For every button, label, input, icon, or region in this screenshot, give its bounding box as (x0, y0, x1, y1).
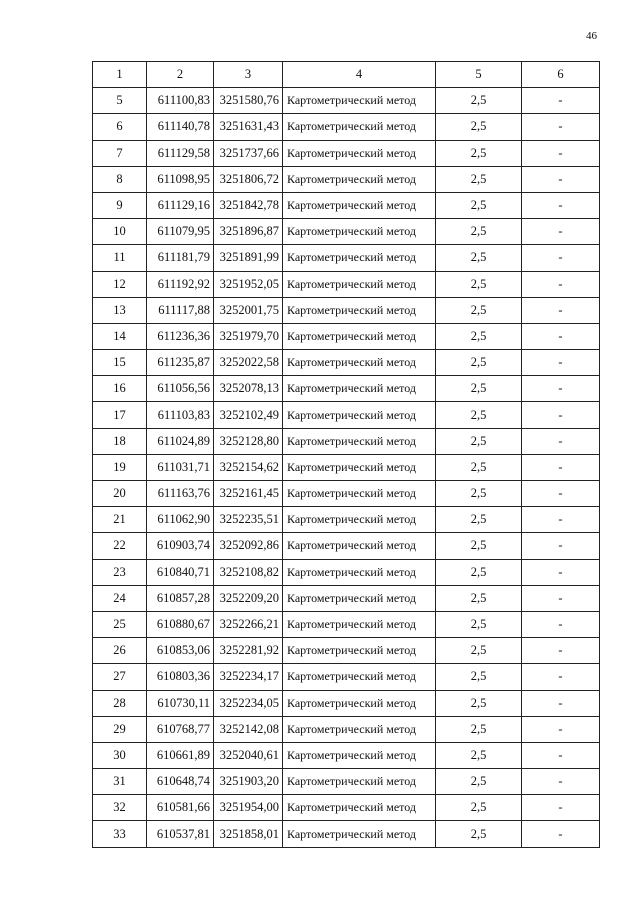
point-number-cell: 6 (93, 114, 147, 140)
point-number-cell: 22 (93, 533, 147, 559)
table-row (93, 114, 600, 140)
point-number-cell: 16 (93, 376, 147, 402)
point-number-cell: 11 (93, 245, 147, 271)
y-coordinate-cell: 3251903,20 (214, 769, 283, 795)
x-coordinate-cell: 611098,95 (147, 166, 214, 192)
table-row (93, 271, 600, 297)
method-cell: Картометрический метод (283, 769, 436, 795)
table-row (93, 507, 600, 533)
accuracy-cell: 2,5 (436, 716, 522, 742)
point-number-cell: 31 (93, 769, 147, 795)
point-number-cell: 26 (93, 638, 147, 664)
table-row (93, 402, 600, 428)
note-cell: - (522, 245, 600, 271)
table-row (93, 638, 600, 664)
table-row (93, 821, 600, 847)
method-cell: Картометрический метод (283, 219, 436, 245)
note-cell: - (522, 166, 600, 192)
point-number-cell: 21 (93, 507, 147, 533)
point-number-cell: 23 (93, 559, 147, 585)
note-cell: - (522, 664, 600, 690)
accuracy-cell: 2,5 (436, 533, 522, 559)
accuracy-cell: 2,5 (436, 402, 522, 428)
method-cell: Картометрический метод (283, 821, 436, 847)
point-number-cell: 29 (93, 716, 147, 742)
y-coordinate-cell: 3252128,80 (214, 428, 283, 454)
note-cell: - (522, 611, 600, 637)
accuracy-cell: 2,5 (436, 481, 522, 507)
page-number: 46 (586, 30, 597, 42)
x-coordinate-cell: 611103,83 (147, 402, 214, 428)
note-cell: - (522, 376, 600, 402)
point-number-cell: 8 (93, 166, 147, 192)
accuracy-cell: 2,5 (436, 166, 522, 192)
table-row (93, 88, 600, 114)
point-number-cell: 24 (93, 585, 147, 611)
accuracy-cell: 2,5 (436, 114, 522, 140)
y-coordinate-cell: 3252281,92 (214, 638, 283, 664)
method-cell: Картометрический метод (283, 481, 436, 507)
point-number-cell: 13 (93, 297, 147, 323)
x-coordinate-cell: 611079,95 (147, 219, 214, 245)
accuracy-cell: 2,5 (436, 585, 522, 611)
method-cell: Картометрический метод (283, 716, 436, 742)
table-row (93, 690, 600, 716)
column-header-1: 1 (93, 62, 147, 88)
method-cell: Картометрический метод (283, 88, 436, 114)
column-header-5: 5 (436, 62, 522, 88)
column-header-2: 2 (147, 62, 214, 88)
x-coordinate-cell: 610768,77 (147, 716, 214, 742)
table-row (93, 376, 600, 402)
x-coordinate-cell: 611236,36 (147, 323, 214, 349)
accuracy-cell: 2,5 (436, 219, 522, 245)
point-number-cell: 32 (93, 795, 147, 821)
accuracy-cell: 2,5 (436, 690, 522, 716)
point-number-cell: 5 (93, 88, 147, 114)
table-row (93, 611, 600, 637)
y-coordinate-cell: 3252001,75 (214, 297, 283, 323)
x-coordinate-cell: 610581,66 (147, 795, 214, 821)
method-cell: Картометрический метод (283, 114, 436, 140)
accuracy-cell: 2,5 (436, 769, 522, 795)
note-cell: - (522, 585, 600, 611)
accuracy-cell: 2,5 (436, 664, 522, 690)
point-number-cell: 10 (93, 219, 147, 245)
x-coordinate-cell: 611181,79 (147, 245, 214, 271)
table-row (93, 350, 600, 376)
table-row (93, 769, 600, 795)
note-cell: - (522, 716, 600, 742)
y-coordinate-cell: 3252102,49 (214, 402, 283, 428)
point-number-cell: 33 (93, 821, 147, 847)
note-cell: - (522, 821, 600, 847)
method-cell: Картометрический метод (283, 350, 436, 376)
table-row (93, 716, 600, 742)
point-number-cell: 12 (93, 271, 147, 297)
y-coordinate-cell: 3251954,00 (214, 795, 283, 821)
table-body (93, 88, 600, 847)
x-coordinate-cell: 610853,06 (147, 638, 214, 664)
x-coordinate-cell: 611163,76 (147, 481, 214, 507)
y-coordinate-cell: 3252209,20 (214, 585, 283, 611)
note-cell: - (522, 271, 600, 297)
y-coordinate-cell: 3251631,43 (214, 114, 283, 140)
method-cell: Картометрический метод (283, 428, 436, 454)
accuracy-cell: 2,5 (436, 350, 522, 376)
x-coordinate-cell: 610803,36 (147, 664, 214, 690)
coordinates-table (92, 61, 600, 848)
table-row (93, 795, 600, 821)
accuracy-cell: 2,5 (436, 245, 522, 271)
method-cell: Картометрический метод (283, 376, 436, 402)
note-cell: - (522, 114, 600, 140)
y-coordinate-cell: 3251806,72 (214, 166, 283, 192)
method-cell: Картометрический метод (283, 402, 436, 428)
table-row (93, 297, 600, 323)
method-cell: Картометрический метод (283, 454, 436, 480)
point-number-cell: 20 (93, 481, 147, 507)
y-coordinate-cell: 3251891,99 (214, 245, 283, 271)
note-cell: - (522, 192, 600, 218)
y-coordinate-cell: 3252235,51 (214, 507, 283, 533)
note-cell: - (522, 140, 600, 166)
table-row (93, 533, 600, 559)
x-coordinate-cell: 611129,58 (147, 140, 214, 166)
y-coordinate-cell: 3251858,01 (214, 821, 283, 847)
accuracy-cell: 2,5 (436, 795, 522, 821)
method-cell: Картометрический метод (283, 140, 436, 166)
table-row (93, 742, 600, 768)
note-cell: - (522, 402, 600, 428)
accuracy-cell: 2,5 (436, 821, 522, 847)
point-number-cell: 14 (93, 323, 147, 349)
accuracy-cell: 2,5 (436, 297, 522, 323)
x-coordinate-cell: 610730,11 (147, 690, 214, 716)
point-number-cell: 27 (93, 664, 147, 690)
y-coordinate-cell: 3252266,21 (214, 611, 283, 637)
accuracy-cell: 2,5 (436, 742, 522, 768)
table-row (93, 481, 600, 507)
note-cell: - (522, 769, 600, 795)
point-number-cell: 15 (93, 350, 147, 376)
point-number-cell: 9 (93, 192, 147, 218)
x-coordinate-cell: 611024,89 (147, 428, 214, 454)
x-coordinate-cell: 611235,87 (147, 350, 214, 376)
x-coordinate-cell: 610537,81 (147, 821, 214, 847)
table-row (93, 664, 600, 690)
point-number-cell: 30 (93, 742, 147, 768)
x-coordinate-cell: 611056,56 (147, 376, 214, 402)
accuracy-cell: 2,5 (436, 428, 522, 454)
table-row (93, 219, 600, 245)
accuracy-cell: 2,5 (436, 88, 522, 114)
note-cell: - (522, 428, 600, 454)
column-header-4: 4 (283, 62, 436, 88)
y-coordinate-cell: 3251979,70 (214, 323, 283, 349)
point-number-cell: 7 (93, 140, 147, 166)
y-coordinate-cell: 3252040,61 (214, 742, 283, 768)
y-coordinate-cell: 3252154,62 (214, 454, 283, 480)
y-coordinate-cell: 3251580,76 (214, 88, 283, 114)
point-number-cell: 28 (93, 690, 147, 716)
method-cell: Картометрический метод (283, 271, 436, 297)
y-coordinate-cell: 3252078,13 (214, 376, 283, 402)
y-coordinate-cell: 3252022,58 (214, 350, 283, 376)
point-number-cell: 25 (93, 611, 147, 637)
note-cell: - (522, 88, 600, 114)
y-coordinate-cell: 3252234,05 (214, 690, 283, 716)
method-cell: Картометрический метод (283, 742, 436, 768)
x-coordinate-cell: 611192,92 (147, 271, 214, 297)
table-row (93, 323, 600, 349)
x-coordinate-cell: 611031,71 (147, 454, 214, 480)
accuracy-cell: 2,5 (436, 454, 522, 480)
accuracy-cell: 2,5 (436, 140, 522, 166)
note-cell: - (522, 638, 600, 664)
note-cell: - (522, 219, 600, 245)
method-cell: Картометрический метод (283, 507, 436, 533)
y-coordinate-cell: 3252092,86 (214, 533, 283, 559)
method-cell: Картометрический метод (283, 323, 436, 349)
y-coordinate-cell: 3251952,05 (214, 271, 283, 297)
table-row (93, 166, 600, 192)
accuracy-cell: 2,5 (436, 638, 522, 664)
point-number-cell: 18 (93, 428, 147, 454)
table-header-row (93, 62, 600, 88)
method-cell: Картометрический метод (283, 245, 436, 271)
point-number-cell: 19 (93, 454, 147, 480)
note-cell: - (522, 742, 600, 768)
accuracy-cell: 2,5 (436, 323, 522, 349)
note-cell: - (522, 559, 600, 585)
x-coordinate-cell: 610648,74 (147, 769, 214, 795)
x-coordinate-cell: 610903,74 (147, 533, 214, 559)
method-cell: Картометрический метод (283, 690, 436, 716)
column-header-3: 3 (214, 62, 283, 88)
accuracy-cell: 2,5 (436, 507, 522, 533)
note-cell: - (522, 454, 600, 480)
method-cell: Картометрический метод (283, 638, 436, 664)
accuracy-cell: 2,5 (436, 271, 522, 297)
method-cell: Картометрический метод (283, 585, 436, 611)
note-cell: - (522, 481, 600, 507)
note-cell: - (522, 297, 600, 323)
method-cell: Картометрический метод (283, 611, 436, 637)
accuracy-cell: 2,5 (436, 559, 522, 585)
x-coordinate-cell: 610840,71 (147, 559, 214, 585)
method-cell: Картометрический метод (283, 559, 436, 585)
table-row (93, 585, 600, 611)
y-coordinate-cell: 3252142,08 (214, 716, 283, 742)
y-coordinate-cell: 3252161,45 (214, 481, 283, 507)
x-coordinate-cell: 611100,83 (147, 88, 214, 114)
y-coordinate-cell: 3251737,66 (214, 140, 283, 166)
x-coordinate-cell: 611140,78 (147, 114, 214, 140)
method-cell: Картометрический метод (283, 664, 436, 690)
note-cell: - (522, 533, 600, 559)
y-coordinate-cell: 3252234,17 (214, 664, 283, 690)
y-coordinate-cell: 3251896,87 (214, 219, 283, 245)
method-cell: Картометрический метод (283, 192, 436, 218)
accuracy-cell: 2,5 (436, 192, 522, 218)
note-cell: - (522, 350, 600, 376)
x-coordinate-cell: 611062,90 (147, 507, 214, 533)
accuracy-cell: 2,5 (436, 611, 522, 637)
method-cell: Картометрический метод (283, 297, 436, 323)
method-cell: Картометрический метод (283, 533, 436, 559)
note-cell: - (522, 507, 600, 533)
y-coordinate-cell: 3251842,78 (214, 192, 283, 218)
column-header-6: 6 (522, 62, 600, 88)
note-cell: - (522, 323, 600, 349)
x-coordinate-cell: 611129,16 (147, 192, 214, 218)
x-coordinate-cell: 610857,28 (147, 585, 214, 611)
x-coordinate-cell: 610661,89 (147, 742, 214, 768)
note-cell: - (522, 690, 600, 716)
point-number-cell: 17 (93, 402, 147, 428)
table-row (93, 559, 600, 585)
table-row (93, 140, 600, 166)
method-cell: Картометрический метод (283, 166, 436, 192)
note-cell: - (522, 795, 600, 821)
method-cell: Картометрический метод (283, 795, 436, 821)
x-coordinate-cell: 611117,88 (147, 297, 214, 323)
table-row (93, 192, 600, 218)
y-coordinate-cell: 3252108,82 (214, 559, 283, 585)
table-row (93, 245, 600, 271)
x-coordinate-cell: 610880,67 (147, 611, 214, 637)
accuracy-cell: 2,5 (436, 376, 522, 402)
table-row (93, 454, 600, 480)
table-row (93, 428, 600, 454)
